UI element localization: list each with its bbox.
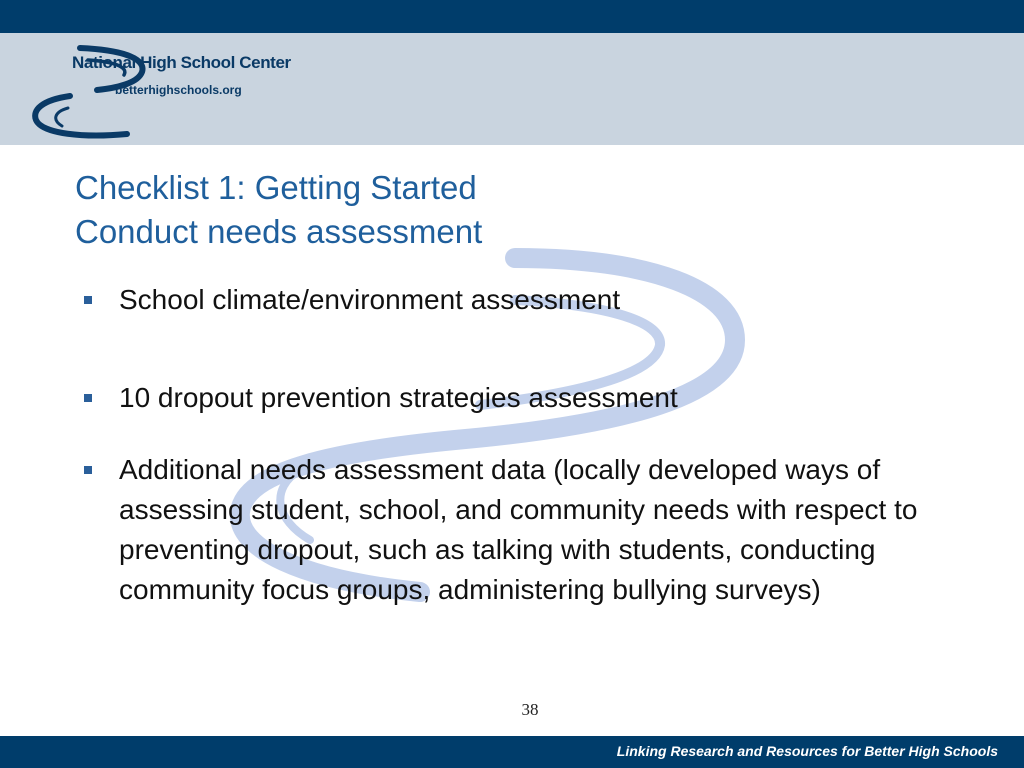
bullet-text: Additional needs assessment data (locally developed ways of assessing student, school, and community needs with respect to preventing dropout, such as talking with students, conducting community focus groups, administering bullying surveys) (119, 454, 918, 605)
logo-name: National High School Center (72, 53, 291, 72)
bullet-text: School climate/environment assessment (119, 284, 621, 315)
slide-title (75, 166, 482, 254)
list-item (80, 450, 950, 610)
square-bullet-icon (84, 394, 92, 402)
bullet-text: 10 dropout prevention strategies assessment (119, 382, 678, 413)
list-item (80, 378, 950, 418)
slide-title-line-1: Checklist 1: Getting Started (75, 169, 477, 206)
bullet-list (80, 280, 950, 610)
page-number: 38 (521, 700, 539, 719)
top-bar (0, 0, 1024, 33)
footer-bar (0, 736, 1024, 768)
footer-tagline: Linking Research and Resources for Better High Schools (616, 743, 998, 759)
square-bullet-icon (84, 466, 92, 474)
list-item (80, 280, 950, 320)
slide-title-line-2: Conduct needs assessment (75, 213, 483, 250)
square-bullet-icon (84, 296, 92, 304)
logo-url: betterhighschools.org (115, 83, 242, 97)
